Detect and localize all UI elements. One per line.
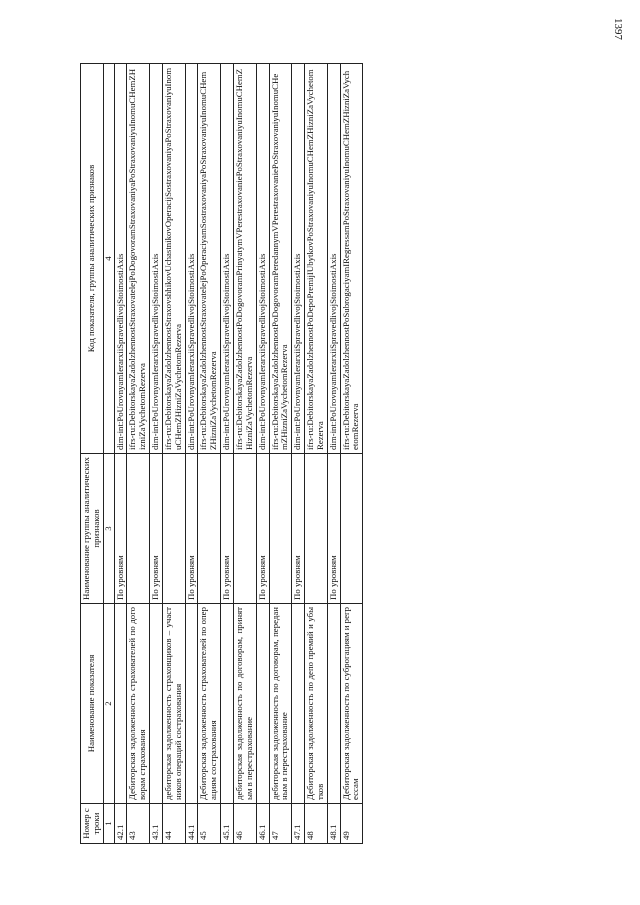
- header-indicator-name: Наименование показателя: [81, 604, 104, 804]
- group-name: По уровням: [114, 454, 127, 604]
- table-row: [340, 64, 363, 844]
- row-number: 47: [269, 804, 292, 844]
- indicator-code: dim-int:PoUrovnyamIerarxiiSpravedlivojStoimostiAxis: [256, 64, 269, 454]
- indicator-name: [185, 604, 198, 804]
- column-number: 4: [103, 64, 114, 454]
- row-number: 46.1: [256, 804, 269, 844]
- row-number: 44: [162, 804, 185, 844]
- table-row: [292, 64, 305, 844]
- table-row: [162, 64, 185, 844]
- group-name: [233, 454, 256, 604]
- column-number-row: [103, 64, 114, 844]
- table-row: [327, 64, 340, 844]
- group-name: [127, 454, 150, 604]
- row-number: 42.1: [114, 804, 127, 844]
- table-row: [256, 64, 269, 844]
- group-name: По уровням: [327, 454, 340, 604]
- group-name: По уровням: [150, 454, 163, 604]
- header-row-number: Номер строки: [81, 804, 104, 844]
- group-name: По уровням: [221, 454, 234, 604]
- indicator-table: [80, 63, 363, 844]
- indicator-code: ifrs-ru:DebitorskayaZadolzhennostPoSubrogaciyamIRegressamPoStraxovaniyuInomuCHemZHizniZaVychetomRezerva: [340, 64, 363, 454]
- table-row: [114, 64, 127, 844]
- table-row: [185, 64, 198, 844]
- group-name: [269, 454, 292, 604]
- column-number: 3: [103, 454, 114, 604]
- group-name: По уровням: [185, 454, 198, 604]
- row-number: 47.1: [292, 804, 305, 844]
- indicator-name: [292, 604, 305, 804]
- indicator-name: [221, 604, 234, 804]
- row-number: 48: [305, 804, 328, 844]
- row-number: 44.1: [185, 804, 198, 844]
- indicator-name: [256, 604, 269, 804]
- indicator-code: ifrs-ru:DebitorskayaZadolzhennostStraxovatelejPoOperaciyamSostraxovaniyaPoStraxovaniyuInomuCHemZHizniZaVychetomRezerva: [198, 64, 221, 454]
- group-name: По уровням: [256, 454, 269, 604]
- row-number: 46: [233, 804, 256, 844]
- row-number: 48.1: [327, 804, 340, 844]
- group-name: [162, 454, 185, 604]
- row-number: 43: [127, 804, 150, 844]
- table-row: [150, 64, 163, 844]
- row-number: 49: [340, 804, 363, 844]
- indicator-name: Дебиторская задолженность по депо премий и убытков: [305, 604, 328, 804]
- indicator-name: дебиторская задолженность по договорам, принятым в перестрахование: [233, 604, 256, 804]
- indicator-name: [150, 604, 163, 804]
- indicator-name: Дебиторская задолженность страхователей по операциям сострахования: [198, 604, 221, 804]
- indicator-code: ifrs-ru:DebitorskayaZadolzhennostPoDogovoramPeredannymVPerestraxovaniePoStraxovaniyuInomuCHemZHizniZaVychetomRezerva: [269, 64, 292, 454]
- group-name: [198, 454, 221, 604]
- indicator-name: дебиторская задолженность страховщиков – участников операций сострахования: [162, 604, 185, 804]
- table-row: [198, 64, 221, 844]
- indicator-code: dim-int:PoUrovnyamIerarxiiSpravedlivojStoimostiAxis: [150, 64, 163, 454]
- indicator-name: Дебиторская задолженность страхователей по договорам страхования: [127, 604, 150, 804]
- indicator-code: dim-int:PoUrovnyamIerarxiiSpravedlivojStoimostiAxis: [292, 64, 305, 454]
- group-name: [340, 454, 363, 604]
- group-name: [305, 454, 328, 604]
- column-number: 2: [103, 604, 114, 804]
- indicator-name: дебиторская задолженность по договорам, переданным в перестрахование: [269, 604, 292, 804]
- table-row: [127, 64, 150, 844]
- table-row: [233, 64, 256, 844]
- indicator-code: dim-int:PoUrovnyamIerarxiiSpravedlivojStoimostiAxis: [185, 64, 198, 454]
- indicator-code: ifrs-ru:DebitorskayaZadolzhennostStraxovshhikovUchastnikovOperacijSostraxovaniyaPoStraxovaniyuInomuCHemZHizniZaVychetomRezerva: [162, 64, 185, 454]
- header-group-name: Наименование группы аналитических признаков: [81, 454, 104, 604]
- group-name: По уровням: [292, 454, 305, 604]
- table-row: [305, 64, 328, 844]
- table-row: [221, 64, 234, 844]
- page-number: 1397: [612, 18, 624, 40]
- column-number: 1: [103, 804, 114, 844]
- indicator-code: ifrs-ru:DebitorskayaZadolzhennostPoDogovoramPrinyatymVPerestraxovaniePoStraxovaniyuInomuCHemZHizniZaVychetomRezerva: [233, 64, 256, 454]
- indicator-name: [114, 604, 127, 804]
- rotated-page-content: [80, 64, 555, 844]
- indicator-code: ifrs-ru:DebitorskayaZadolzhennostPoDepoPremijIUbytkovPoStraxovaniyuInomuCHemZHizniZaVychetomRezerva: [305, 64, 328, 454]
- indicator-name: [327, 604, 340, 804]
- table-row: [269, 64, 292, 844]
- indicator-code: ifrs-ru:DebitorskayaZadolzhennostStraxovatelejPoDogovoramStraxovaniyaPoStraxovaniyuInomuCHemZHizniZaVychetomRezerva: [127, 64, 150, 454]
- indicator-code: dim-int:PoUrovnyamIerarxiiSpravedlivojStoimostiAxis: [114, 64, 127, 454]
- row-number: 45.1: [221, 804, 234, 844]
- indicator-name: Дебиторская задолженность по суброгациям и регрессам: [340, 604, 363, 804]
- header-code: Код показателя, группы аналитических признаков: [81, 64, 104, 454]
- row-number: 43.1: [150, 804, 163, 844]
- indicator-code: dim-int:PoUrovnyamIerarxiiSpravedlivojStoimostiAxis: [327, 64, 340, 454]
- row-number: 45: [198, 804, 221, 844]
- table-header-row: [81, 64, 104, 844]
- indicator-code: dim-int:PoUrovnyamIerarxiiSpravedlivojStoimostiAxis: [221, 64, 234, 454]
